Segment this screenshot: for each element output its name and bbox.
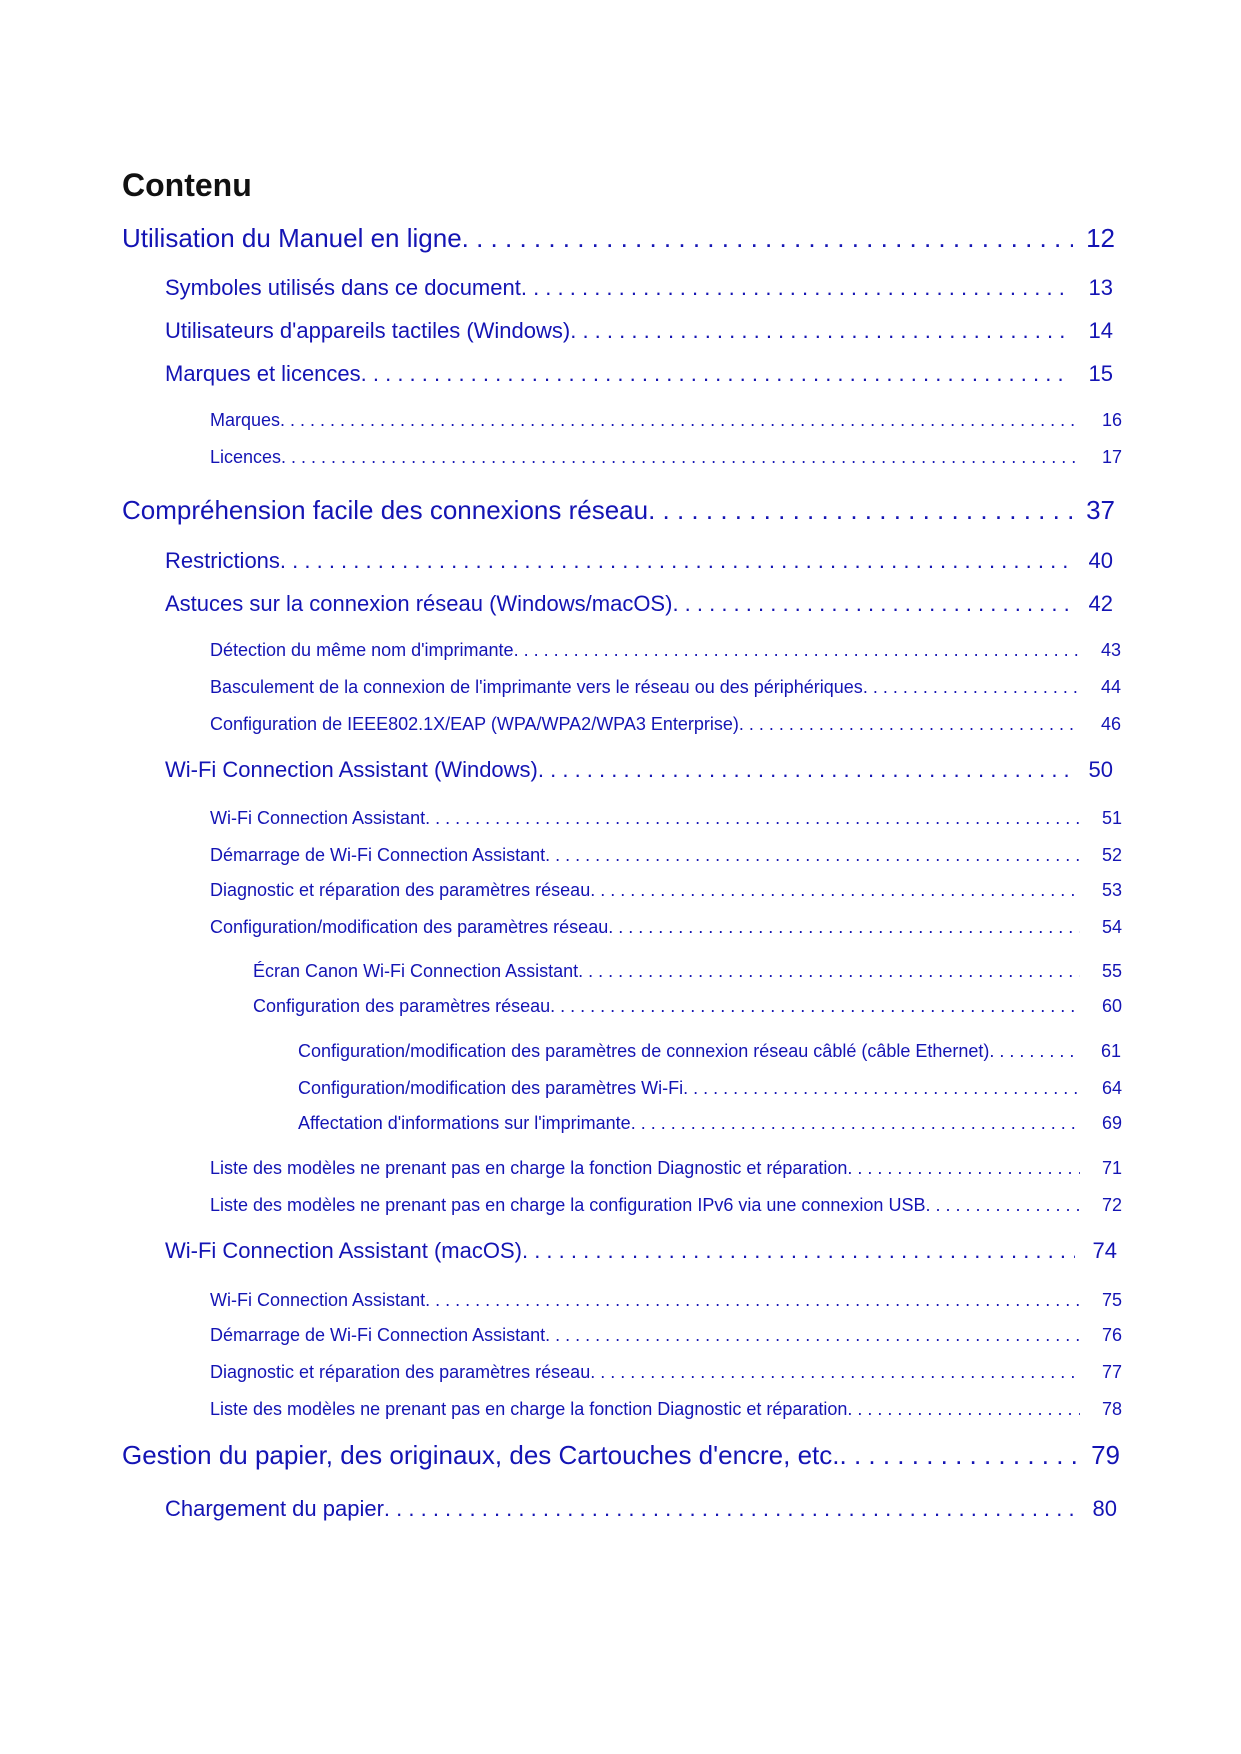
toc-entry[interactable] <box>210 1325 1122 1346</box>
toc-entry[interactable] <box>210 1158 1122 1179</box>
toc-entry-label: Gestion du papier, des originaux, des Cartouches d'encre, etc. <box>122 1440 840 1470</box>
toc-entry-label: Liste des modèles ne prenant pas en charge la fonction Diagnostic et réparation <box>210 1158 848 1178</box>
dot-leader <box>425 808 1080 829</box>
dot-leader <box>608 917 1080 938</box>
toc-entry-page: 52 <box>1101 845 1122 865</box>
toc-entry-page: 72 <box>1101 1195 1122 1215</box>
toc-entry-label: Symboles utilisés dans ce document <box>165 275 521 300</box>
toc-entry[interactable] <box>253 996 1122 1017</box>
toc-entry-label: Licences <box>210 447 282 467</box>
toc-entry[interactable] <box>298 1113 1122 1134</box>
toc-entry[interactable] <box>165 757 1113 783</box>
toc-entry-label: Liste des modèles ne prenant pas en charge la configuration IPv6 via une connexion USB <box>210 1195 926 1215</box>
toc-entry[interactable] <box>253 961 1122 982</box>
dot-leader <box>578 961 1080 982</box>
toc-entry-page: 77 <box>1101 1362 1122 1382</box>
toc-entry-page: 74 <box>1092 1238 1117 1263</box>
toc-entry-label: Utilisation du Manuel en ligne <box>122 223 462 253</box>
dot-leader <box>280 410 1080 431</box>
toc-entry-label: Compréhension facile des connexions réseau <box>122 495 649 525</box>
toc-entry-page: 78 <box>1101 1399 1122 1419</box>
toc-entry-page: 15 <box>1088 361 1113 386</box>
toc-entry[interactable] <box>210 714 1121 735</box>
toc-entry[interactable] <box>298 1041 1121 1062</box>
toc-entry-label: Détection du même nom d'imprimante <box>210 640 514 660</box>
toc-entry-page: 14 <box>1088 318 1113 343</box>
dot-leader <box>672 591 1071 617</box>
toc-entry-label: Wi-Fi Connection Assistant (macOS) <box>165 1238 522 1263</box>
dot-leader <box>462 223 1073 254</box>
toc-entry-page: 54 <box>1101 917 1122 937</box>
toc-entry[interactable] <box>298 1078 1122 1099</box>
dot-leader <box>863 677 1079 698</box>
toc-entry-page: 40 <box>1088 548 1113 573</box>
toc-entry[interactable] <box>210 880 1122 901</box>
toc-entry-page: 53 <box>1101 880 1122 900</box>
dot-leader <box>739 714 1079 735</box>
dot-leader <box>514 640 1079 661</box>
toc-entry[interactable] <box>122 223 1115 254</box>
toc-entry-page: 76 <box>1101 1325 1122 1345</box>
toc-entry-page: 13 <box>1088 275 1113 300</box>
dot-leader <box>989 1041 1079 1062</box>
toc-entry-label: Wi-Fi Connection Assistant <box>210 1290 426 1310</box>
toc-entry-label: Wi-Fi Connection Assistant (Windows) <box>165 757 538 782</box>
toc-entry[interactable] <box>165 591 1113 617</box>
toc-entry[interactable] <box>210 1399 1122 1420</box>
page-title: Contenu <box>122 167 252 203</box>
dot-leader <box>538 757 1071 783</box>
toc-entry[interactable] <box>165 275 1113 301</box>
dot-leader <box>590 880 1080 901</box>
toc-entry-label: Affectation d'informations sur l'imprimante <box>298 1113 631 1133</box>
toc-entry-label: Marques <box>210 410 281 430</box>
dot-leader <box>847 1158 1080 1179</box>
toc-entry-page: 42 <box>1088 591 1113 616</box>
toc-entry-label: Configuration/modification des paramètres de connexion réseau câblé (câble Ethernet) <box>298 1041 990 1061</box>
dot-leader <box>281 447 1080 468</box>
dot-leader <box>425 1290 1080 1311</box>
toc-entry-label: Configuration/modification des paramètres Wi-Fi <box>298 1078 684 1098</box>
toc-entry-label: Astuces sur la connexion réseau (Windows/macOS) <box>165 591 673 616</box>
toc-entry-label: Écran Canon Wi-Fi Connection Assistant <box>253 961 579 981</box>
toc-entry-label: Configuration de IEEE802.1X/EAP (WPA/WPA2/WPA3 Enterprise) <box>210 714 739 734</box>
toc-entry-label: Configuration/modification des paramètres réseau <box>210 917 609 937</box>
toc-entry-label: Chargement du papier <box>165 1496 384 1521</box>
toc-entry-label: Diagnostic et réparation des paramètres réseau <box>210 880 591 900</box>
toc-entry[interactable] <box>165 1238 1117 1264</box>
toc-entry-page: 60 <box>1101 996 1122 1016</box>
toc-entry-label: Liste des modèles ne prenant pas en charge la fonction Diagnostic et réparation <box>210 1399 848 1419</box>
toc-entry-page: 12 <box>1086 223 1115 253</box>
dot-leader <box>847 1399 1080 1420</box>
toc-entry-page: 16 <box>1101 410 1122 430</box>
dot-leader <box>840 1440 1078 1471</box>
dot-leader <box>570 318 1071 344</box>
toc-entry-page: 69 <box>1101 1113 1122 1133</box>
toc-entry[interactable] <box>210 1195 1122 1216</box>
toc-entry-page: 51 <box>1101 808 1122 828</box>
dot-leader <box>631 1113 1080 1134</box>
toc-entry-page: 80 <box>1092 1496 1117 1521</box>
dot-leader <box>683 1078 1080 1099</box>
dot-leader <box>280 548 1071 574</box>
toc-entry[interactable] <box>210 447 1122 468</box>
dot-leader <box>590 1362 1080 1383</box>
toc-entry[interactable] <box>165 361 1113 387</box>
toc-entry-page: 55 <box>1101 961 1122 981</box>
toc-entry-page: 17 <box>1101 447 1122 467</box>
toc-entry-label: Marques et licences <box>165 361 361 386</box>
dot-leader <box>545 845 1080 866</box>
toc-entry-label: Diagnostic et réparation des paramètres réseau <box>210 1362 591 1382</box>
toc-entry[interactable] <box>165 1496 1117 1522</box>
toc-entry-page: 79 <box>1091 1440 1120 1470</box>
toc-entry-page: 44 <box>1100 677 1121 697</box>
toc-entry-label: Démarrage de Wi-Fi Connection Assistant <box>210 845 546 865</box>
toc-entry-page: 37 <box>1086 495 1115 525</box>
dot-leader <box>522 1238 1075 1264</box>
toc-entry-page: 64 <box>1101 1078 1122 1098</box>
toc-entry-page: 50 <box>1088 757 1113 782</box>
toc-entry-label: Démarrage de Wi-Fi Connection Assistant <box>210 1325 546 1345</box>
dot-leader <box>521 275 1071 301</box>
toc-entry[interactable] <box>210 640 1121 661</box>
toc-entry[interactable] <box>210 808 1122 829</box>
toc-entry[interactable] <box>210 1290 1122 1311</box>
dot-leader <box>925 1195 1080 1216</box>
dot-leader <box>550 996 1080 1017</box>
toc-entry-page: 61 <box>1100 1041 1121 1061</box>
toc-entry-label: Basculement de la connexion de l'imprimante vers le réseau ou des périphériques <box>210 677 863 697</box>
toc-entry-page: 71 <box>1101 1158 1122 1178</box>
toc-entry[interactable] <box>210 677 1121 698</box>
toc-entry-label: Wi-Fi Connection Assistant <box>210 808 426 828</box>
dot-leader <box>361 361 1071 387</box>
toc-entry[interactable] <box>210 1362 1122 1383</box>
toc-entry-label: Restrictions <box>165 548 280 573</box>
toc-entry-page: 46 <box>1100 714 1121 734</box>
toc-entry-page: 43 <box>1100 640 1121 660</box>
toc-entry[interactable] <box>165 318 1113 344</box>
dot-leader <box>648 495 1073 526</box>
toc-entry-label: Configuration des paramètres réseau <box>253 996 551 1016</box>
toc-entry-page: 75 <box>1101 1290 1122 1310</box>
toc-entry[interactable] <box>210 410 1122 431</box>
dot-leader <box>545 1325 1080 1346</box>
toc-entry[interactable] <box>122 1440 1120 1471</box>
toc-entry-label: Utilisateurs d'appareils tactiles (Windows) <box>165 318 571 343</box>
toc-entry[interactable] <box>165 548 1113 574</box>
toc-entry[interactable] <box>210 917 1122 938</box>
dot-leader <box>384 1496 1075 1522</box>
toc-entry[interactable] <box>210 845 1122 866</box>
toc-entry[interactable] <box>122 495 1115 526</box>
